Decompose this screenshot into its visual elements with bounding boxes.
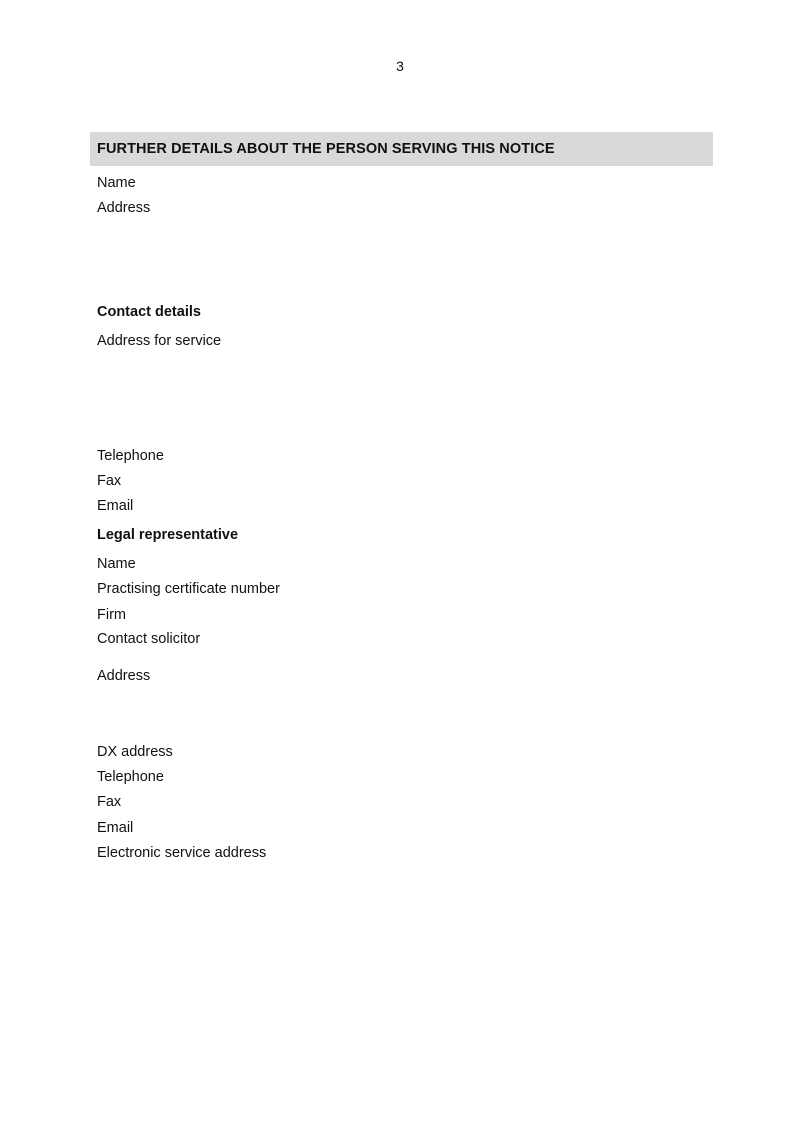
contact-telephone-label: Telephone (97, 448, 164, 464)
address-for-service-label: Address for service (97, 333, 222, 349)
contact-email-label: Email (97, 498, 134, 514)
practising-certificate-label: Practising certificate number (97, 581, 280, 597)
legal-rep-email-label: Email (97, 820, 134, 836)
contact-solicitor-label: Contact solicitor (97, 631, 201, 647)
person-address-label: Address (97, 200, 151, 216)
legal-rep-telephone-label: Telephone (97, 769, 164, 785)
page-number: 3 (396, 58, 404, 74)
dx-address-label: DX address (97, 744, 173, 760)
electronic-service-address-label: Electronic service address (97, 845, 267, 861)
section-header-further-details: FURTHER DETAILS ABOUT THE PERSON SERVING THIS NOTICE (90, 132, 713, 166)
contact-fax-label: Fax (97, 473, 122, 489)
contact-details-heading: Contact details (97, 304, 201, 320)
legal-rep-name-label: Name (97, 556, 136, 572)
firm-label: Firm (97, 607, 126, 623)
legal-rep-fax-label: Fax (97, 794, 122, 810)
legal-representative-heading: Legal representative (97, 527, 239, 543)
person-name-label: Name (97, 175, 136, 191)
legal-rep-address-label: Address (97, 668, 151, 684)
